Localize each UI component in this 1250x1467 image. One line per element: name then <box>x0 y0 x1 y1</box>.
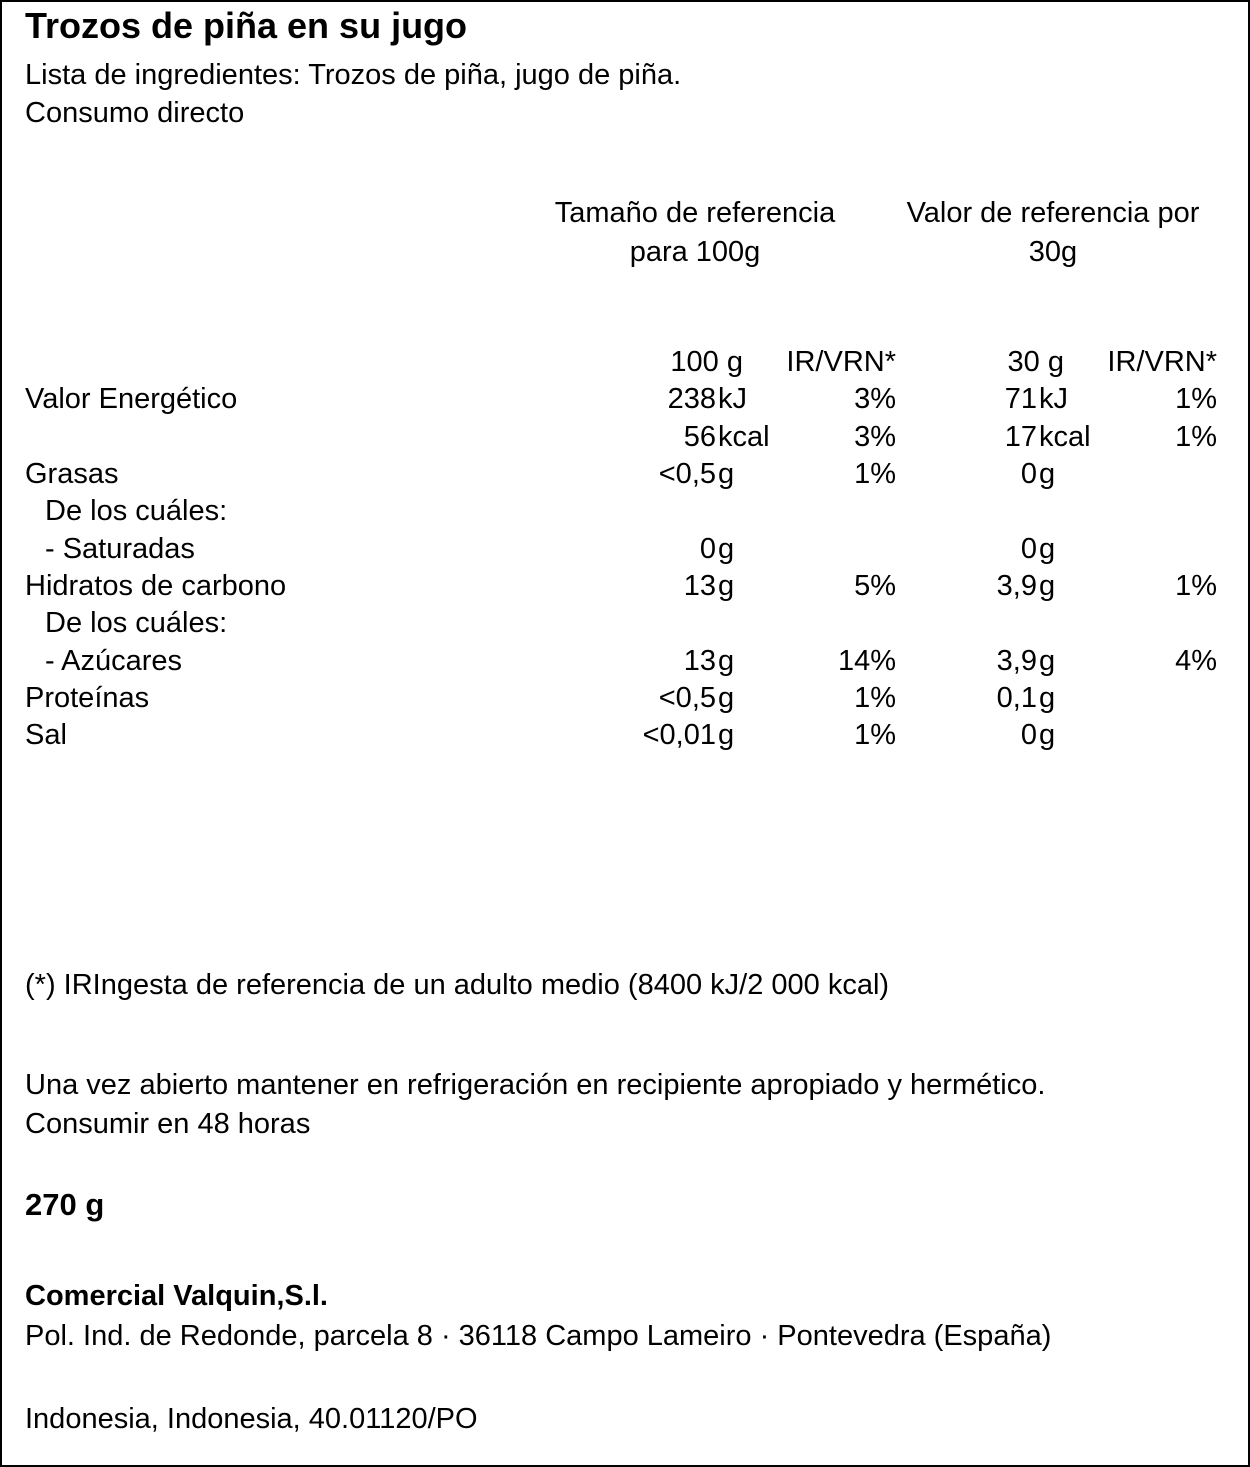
row-value-100g: <0,5 <box>658 458 716 490</box>
row-value-100g: 238 <box>667 383 716 415</box>
row-unit-100g: g <box>718 682 735 714</box>
company-address: Pol. Ind. de Redonde, parcela 8 · 36118 Campo Lameiro · Pontevedra (España) <box>25 1320 1052 1352</box>
row-value-100g: 13 <box>683 570 716 602</box>
row-unit-30g: kcal <box>1039 421 1091 453</box>
row-label: - Saturadas <box>45 533 195 565</box>
row-value-100g: 13 <box>683 645 716 677</box>
col-header-ir-30: IR/VRN* <box>1107 346 1217 378</box>
row-value-30g: 3,9 <box>996 645 1037 677</box>
row-value-30g: 3,9 <box>996 570 1037 602</box>
row-ir-100: 1% <box>854 719 896 751</box>
row-unit-100g: g <box>718 533 735 565</box>
product-title: Trozos de piña en su jugo <box>25 5 468 46</box>
row-unit-30g: g <box>1039 682 1056 714</box>
row-ir-100: 1% <box>854 458 896 490</box>
row-unit-30g: g <box>1039 533 1056 565</box>
header-30-line2: 30g <box>1028 236 1078 268</box>
row-ir-30: 4% <box>1175 645 1217 677</box>
row-ir-30: 1% <box>1175 383 1217 415</box>
header-100-line2: para 100g <box>629 236 761 268</box>
row-unit-100g: kcal <box>718 421 770 453</box>
storage-line-1: Una vez abierto mantener en refrigeración en recipiente apropiado y hermético. <box>25 1069 1046 1101</box>
row-value-100g: 56 <box>683 421 716 453</box>
row-unit-30g: g <box>1039 570 1056 602</box>
row-ir-100: 1% <box>854 682 896 714</box>
row-value-30g: 0 <box>1020 719 1037 751</box>
row-ir-100: 3% <box>854 421 896 453</box>
row-label: De los cuáles: <box>45 495 228 527</box>
row-value-100g: <0,5 <box>658 682 716 714</box>
header-100-line1: Tamaño de referencia <box>554 197 836 229</box>
row-value-30g: 0,1 <box>996 682 1037 714</box>
row-unit-30g: g <box>1039 645 1056 677</box>
row-ir-30: 1% <box>1175 570 1217 602</box>
row-unit-100g: kJ <box>718 383 747 415</box>
header-30-line1: Valor de referencia por <box>906 197 1200 229</box>
row-label: Sal <box>25 719 67 751</box>
storage-line-2: Consumir en 48 horas <box>25 1108 311 1140</box>
row-label: - Azúcares <box>45 645 182 677</box>
row-label: Grasas <box>25 458 119 490</box>
row-ir-100: 14% <box>837 645 896 677</box>
row-value-30g: 17 <box>1004 421 1037 453</box>
origin-code: Indonesia, Indonesia, 40.01120/PO <box>25 1403 478 1435</box>
row-label: Hidratos de carbono <box>25 570 287 602</box>
col-header-ir-100: IR/VRN* <box>786 346 896 378</box>
row-unit-30g: kJ <box>1039 383 1068 415</box>
row-unit-30g: g <box>1039 719 1056 751</box>
row-label: Proteínas <box>25 682 150 714</box>
row-value-100g: 0 <box>699 533 716 565</box>
row-ir-100: 3% <box>854 383 896 415</box>
row-value-30g: 0 <box>1020 458 1037 490</box>
row-unit-100g: g <box>718 570 735 602</box>
row-value-100g: <0,01 <box>642 719 716 751</box>
ingredients-list: Lista de ingredientes: Trozos de piña, jugo de piña. <box>25 59 682 91</box>
col-header-30g: 30 g <box>1007 346 1064 378</box>
col-header-100g: 100 g <box>670 346 743 378</box>
row-unit-100g: g <box>718 719 735 751</box>
row-ir-30: 1% <box>1175 421 1217 453</box>
row-unit-30g: g <box>1039 458 1056 490</box>
row-label: Valor Energético <box>25 383 238 415</box>
row-value-30g: 0 <box>1020 533 1037 565</box>
usage-note: Consumo directo <box>25 97 245 129</box>
footnote: (*) IRIngesta de referencia de un adulto medio (8400 kJ/2 000 kcal) <box>25 969 890 1001</box>
net-weight: 270 g <box>25 1187 105 1222</box>
row-ir-100: 5% <box>854 570 896 602</box>
row-value-30g: 71 <box>1004 383 1037 415</box>
company-name: Comercial Valquin,S.l. <box>25 1280 328 1312</box>
row-unit-100g: g <box>718 645 735 677</box>
row-label: De los cuáles: <box>45 607 228 639</box>
row-unit-100g: g <box>718 458 735 490</box>
